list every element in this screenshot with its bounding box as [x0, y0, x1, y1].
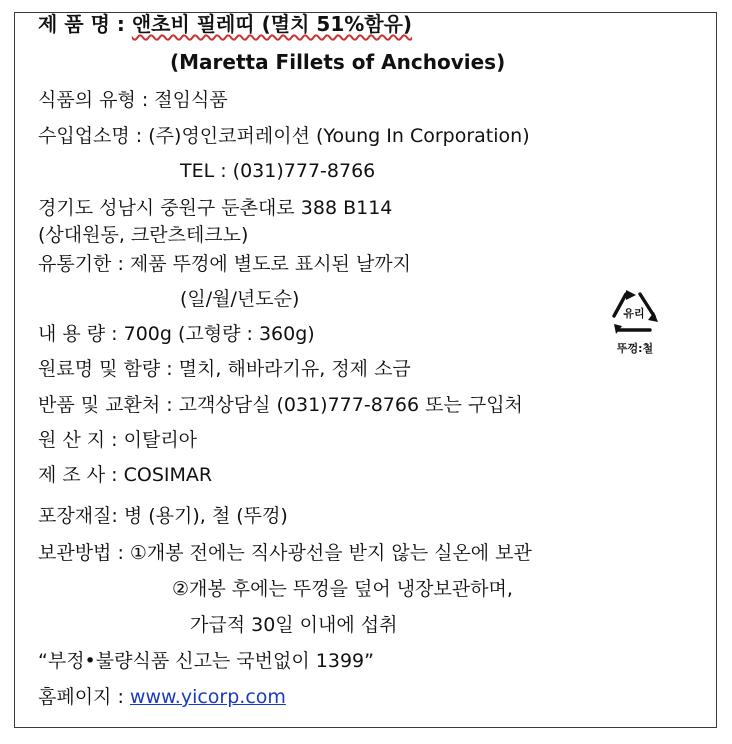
ingredients: 원료명 및 함량 : 멸치, 해바라기유, 정제 소금 — [38, 358, 411, 380]
storage-line3: 가급적 30일 이내에 섭취 — [190, 614, 398, 636]
recycle-caption: 뚜껑:철 — [616, 342, 654, 355]
recycle-mark — [606, 286, 662, 358]
food-type: 식품의 유형 : 절임식품 — [38, 89, 228, 111]
packaging: 포장재질: 병 (용기), 철 (뚜껑) — [38, 505, 288, 527]
tel: TEL : (031)777-8766 — [180, 160, 376, 182]
address-line1: 경기도 성남시 중원구 둔촌대로 388 B114 — [38, 197, 393, 219]
product-name: 앤초비 필레띠 (멸치 51%함유) — [131, 12, 413, 36]
manufacturer: 제 조 사 : COSIMAR — [38, 464, 213, 486]
expiry-line1: 유통기한 : 제품 뚜껑에 별도로 표시된 날까지 — [38, 253, 412, 275]
returns: 반품 및 교환처 : 고객상담실 (031)777-8766 또는 구입처 — [38, 394, 523, 416]
report-notice: “부정•불량식품 신고는 국번없이 1399” — [38, 650, 374, 672]
importer-label: 수입업소명 : — [38, 125, 149, 147]
product-name-en: (Maretta Fillets of Anchovies) — [170, 50, 506, 74]
recycle-material: 유리 — [623, 307, 645, 320]
product-name-row — [38, 12, 412, 36]
homepage-link[interactable]: www.yicorp.com — [129, 686, 286, 708]
recycle-icon — [606, 286, 662, 340]
address-line2: (상대원동, 크란츠테크노) — [38, 224, 249, 246]
importer: (주)영인코퍼레이션 (Young In Corporation) — [148, 125, 530, 147]
content-amount: 내 용 량 : 700g (고형량 : 360g) — [38, 323, 315, 345]
importer-row — [38, 124, 530, 148]
product-name-label: 제 품 명 : — [38, 12, 132, 36]
homepage-label: 홈페이지 : — [38, 686, 130, 708]
expiry-line2: (일/월/년도순) — [180, 288, 300, 310]
storage-line1: 보관방법 : ①개봉 전에는 직사광선을 받지 않는 실온에 보관 — [38, 542, 532, 564]
homepage-row — [38, 685, 286, 709]
origin: 원 산 지 : 이탈리아 — [38, 429, 198, 451]
storage-line2: ②개봉 후에는 뚜껑을 덮어 냉장보관하며, — [172, 578, 513, 600]
